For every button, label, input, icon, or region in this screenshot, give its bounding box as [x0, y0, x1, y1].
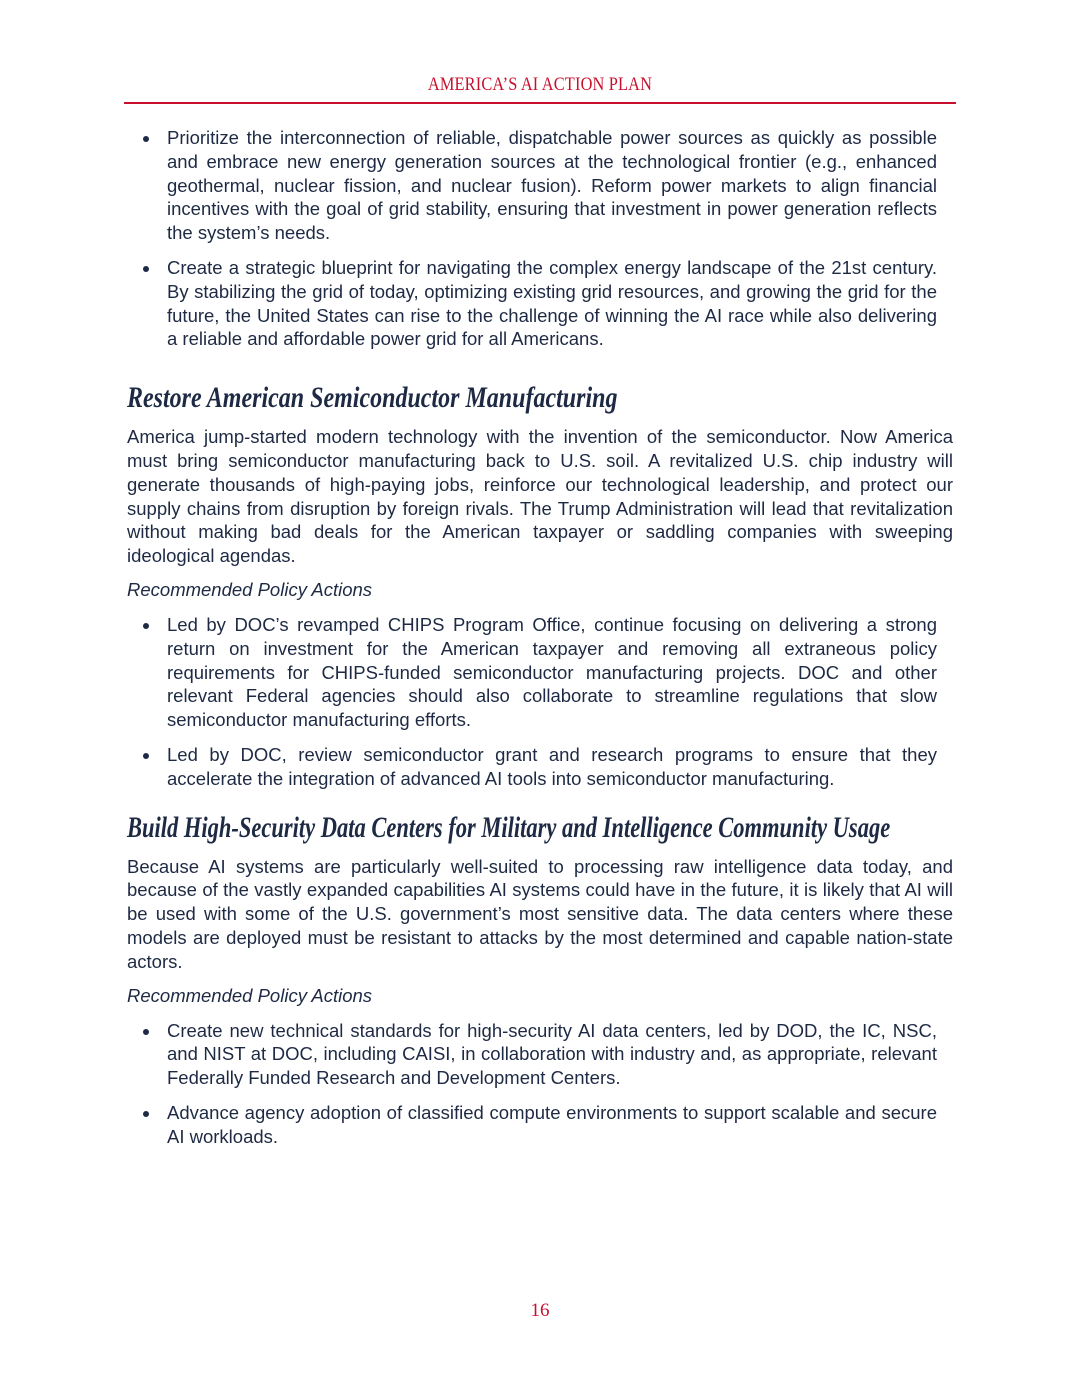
bullet-dot-icon	[143, 1111, 149, 1117]
bullet-item	[127, 1019, 937, 1090]
bullet-item	[127, 1101, 937, 1149]
policy-actions-subhead: Recommended Policy Actions	[127, 578, 373, 600]
bullet-dot-icon	[143, 753, 149, 759]
section-title-semiconductor: Restore American Semiconductor Manufacturing	[127, 381, 618, 415]
section-paragraph-semiconductor: America jump-started modern technology with the invention of the semiconductor. Now America must bring semiconductor manufacturing back to U.S. soil. A revitalized U.S. chip industry will generate thousands of high-paying jobs, reinforce our technological leadership, and protect our supply chains from disruption by foreign rivals. The Trump Administration will lead that revitalization without making bad deals for the American taxpayer or saddling companies with sweeping ideological agendas.	[127, 426, 953, 567]
data-centers-bullet-list	[127, 1019, 953, 1149]
page-number: 16	[530, 1300, 550, 1321]
bullet-text: Advance agency adoption of classified compute environments to support scalable and secure AI workloads.	[167, 1101, 937, 1147]
header-divider	[124, 102, 956, 104]
page-header-title: AMERICA’S AI ACTION PLAN	[427, 74, 653, 95]
intro-bullet-list	[127, 126, 953, 351]
bullet-dot-icon	[143, 1029, 149, 1035]
section-title-data-centers: Build High-Security Data Centers for Military and Intelligence Community Usage	[127, 810, 891, 844]
bullet-dot-icon	[143, 623, 149, 629]
bullet-item	[127, 613, 937, 732]
page-content	[127, 126, 953, 1160]
bullet-dot-icon	[143, 266, 149, 272]
section-paragraph-data-centers: Because AI systems are particularly well-suited to processing raw intelligence data today, and because of the vastly expanded capabilities AI systems could have in the future, it is likely that AI will be used with some of the U.S. government’s most sensitive data. The data centers where these models are deployed must be resistant to attacks by the most determined and capable nation-state actors.	[127, 855, 953, 972]
bullet-item	[127, 256, 937, 351]
bullet-item	[127, 126, 937, 245]
bullet-text: Create new technical standards for high-security AI data centers, led by DOD, the IC, NSC, and NIST at DOC, including CAISI, in collaboration with industry and, as appropriate, relevant Federally Funded Research and Development Centers.	[167, 1019, 937, 1089]
bullet-dot-icon	[143, 136, 149, 142]
bullet-text: Led by DOC’s revamped CHIPS Program Office, continue focusing on delivering a strong return on investment for the American taxpayer and removing all extraneous policy requirements for CHIPS-funded semiconductor manufacturing projects. DOC and other relevant Federal agencies should also collaborate to streamline regulations that slow semiconductor manufacturing efforts.	[167, 613, 937, 731]
bullet-text: Create a strategic blueprint for navigating the complex energy landscape of the 21st century. By stabilizing the grid of today, optimizing existing grid resources, and growing the grid for the future, the United States can rise to the challenge of winning the AI race while also delivering a reliable and affordable power grid for all Americans.	[167, 256, 937, 350]
bullet-item	[127, 743, 937, 791]
semiconductor-bullet-list	[127, 613, 953, 791]
bullet-text: Prioritize the interconnection of reliable, dispatchable power sources as quickly as possible and embrace new energy generation sources at the technological frontier (e.g., enhanced geothermal, nuclear fission, and nuclear fusion). Reform power markets to align financial incentives with the goal of grid stability, ensuring that investment in power generation reflects the system’s needs.	[167, 127, 937, 244]
policy-actions-subhead: Recommended Policy Actions	[127, 984, 373, 1006]
bullet-text: Led by DOC, review semiconductor grant and research programs to ensure that they accelerate the integration of advanced AI tools into semiconductor manufacturing.	[167, 743, 937, 789]
